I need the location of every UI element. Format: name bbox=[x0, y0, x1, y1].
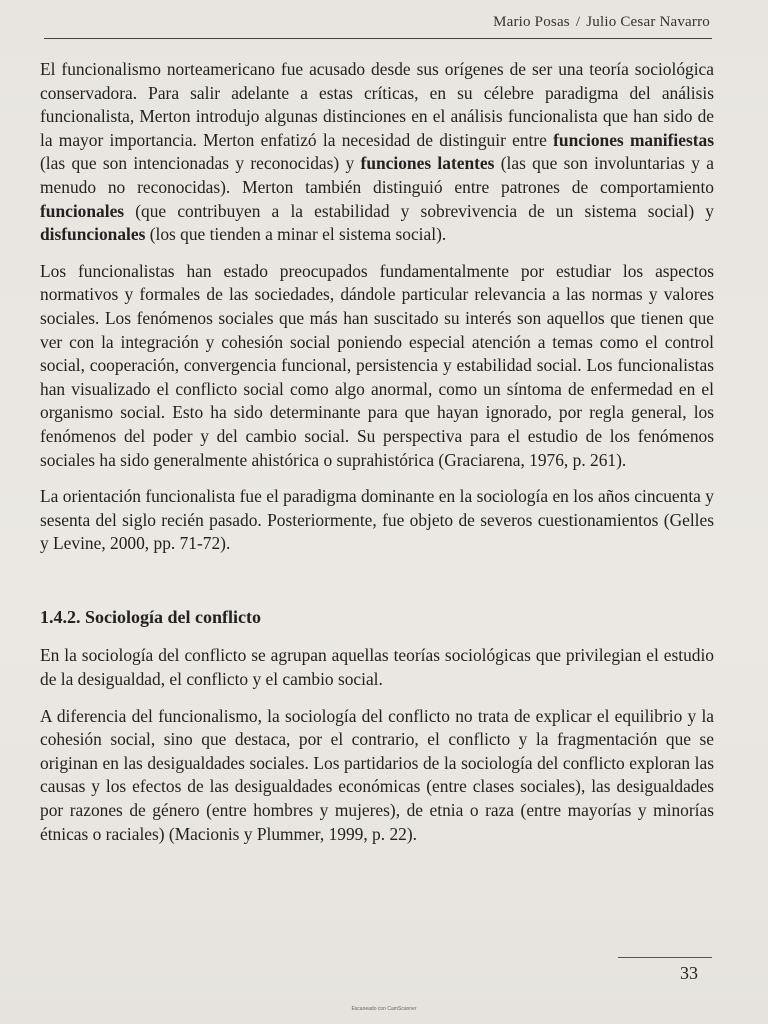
paragraph-3 bbox=[40, 485, 714, 556]
text-run: (las que son intencionadas y reconocidas) y bbox=[40, 153, 361, 174]
section-paragraph-2 bbox=[40, 705, 714, 847]
text-run: Los funcionalistas han estado preocupados fundamentalmente por estudiar los aspectos normativos y formales de las sociedades, dándole particular relevancia a las normas y valores sociales. Los fenómenos sociales que más han suscitado su interés son aquellos que tienen que ver con la integración y cohesión social poniendo especial atención a temas como el control social, cooperación, convergencia funcional, persistencia y estabilidad social. Los funcionalistas han visualizado el conflicto social como algo anormal, como un síntoma de enfermedad en el organismo social. Esto ha sido determinante para que hayan ignorado, por regla general, los fenómenos del poder y del cambio social. Su perspectiva para el estudio de los fenómenos sociales ha sido generalmente ahistórica o suprahistórica (Graciarena, 1976, p. 261). bbox=[40, 260, 714, 470]
section-heading: 1.4.2. Sociología del conflicto bbox=[40, 606, 261, 627]
page-content bbox=[40, 58, 714, 859]
header-separator: / bbox=[575, 14, 581, 30]
text-run: A diferencia del funcionalismo, la sociología del conflicto no trata de explicar el equilibrio y la cohesión social, sino que destaca, por el contrario, el conflicto y la fragmentación que se originan en las desigualdades sociales. Los partidarios de la sociología del conflicto exploran las causas y los efectos de las desigualdades económicas (entre clases sociales), las desigualdades por razones de género (entre hombres y mujeres), de etnia o raza (entre mayorías y minorías étnicas o raciales) (Macionis y Plummer, 1999, p. 22). bbox=[40, 705, 714, 844]
paragraph-1 bbox=[40, 58, 714, 247]
bold-term: funciones manifiestas bbox=[553, 129, 714, 150]
body-paragraphs bbox=[40, 58, 714, 556]
header-author-1: Mario Posas bbox=[493, 14, 570, 30]
section-paragraph-1 bbox=[40, 644, 714, 691]
header-author-2: Julio Cesar Navarro bbox=[586, 14, 710, 30]
text-run: El funcionalismo norteamericano fue acusado desde sus orígenes de ser una teoría sociológica conservadora. Para salir adelante a estas críticas, en su célebre paradigma del análisis funcionalista, Merton introdujo algunas distinciones en el análisis funcionalista que han sido de la mayor importancia. Merton enfatizó la necesidad de distinguir entre bbox=[40, 59, 714, 150]
header-rule bbox=[44, 38, 712, 39]
footer-rule bbox=[618, 957, 712, 958]
text-run: La orientación funcionalista fue el paradigma dominante en la sociología en los años cincuenta y sesenta del siglo recién pasado. Posteriormente, fue objeto de severos cuestionamientos (Gelles y Levine, 2000, pp. 71-72). bbox=[40, 486, 714, 554]
scan-watermark: Escaneado con CamScanner bbox=[351, 1006, 417, 1012]
text-run: (que contribuyen a la estabilidad y sobrevivencia de un sistema social) y bbox=[124, 200, 714, 221]
bold-term: funciones latentes bbox=[360, 153, 495, 174]
section-paragraphs bbox=[40, 644, 714, 846]
text-run: En la sociología del conflicto se agrupan aquellas teorías sociológicas que privilegian el estudio de la desigualdad, el conflicto y el cambio social. bbox=[40, 645, 714, 690]
bold-term: disfuncionales bbox=[40, 224, 146, 245]
paragraph-2 bbox=[40, 260, 714, 472]
running-header bbox=[493, 14, 710, 31]
text-run: (las que son involuntarias y a menudo no reconocidas). Merton también distinguió entre patrones de comportamiento bbox=[40, 153, 714, 197]
bold-term: funcionales bbox=[40, 200, 125, 221]
text-run: (los que tienden a minar el sistema social). bbox=[145, 224, 447, 245]
page-number: 33 bbox=[680, 963, 698, 983]
